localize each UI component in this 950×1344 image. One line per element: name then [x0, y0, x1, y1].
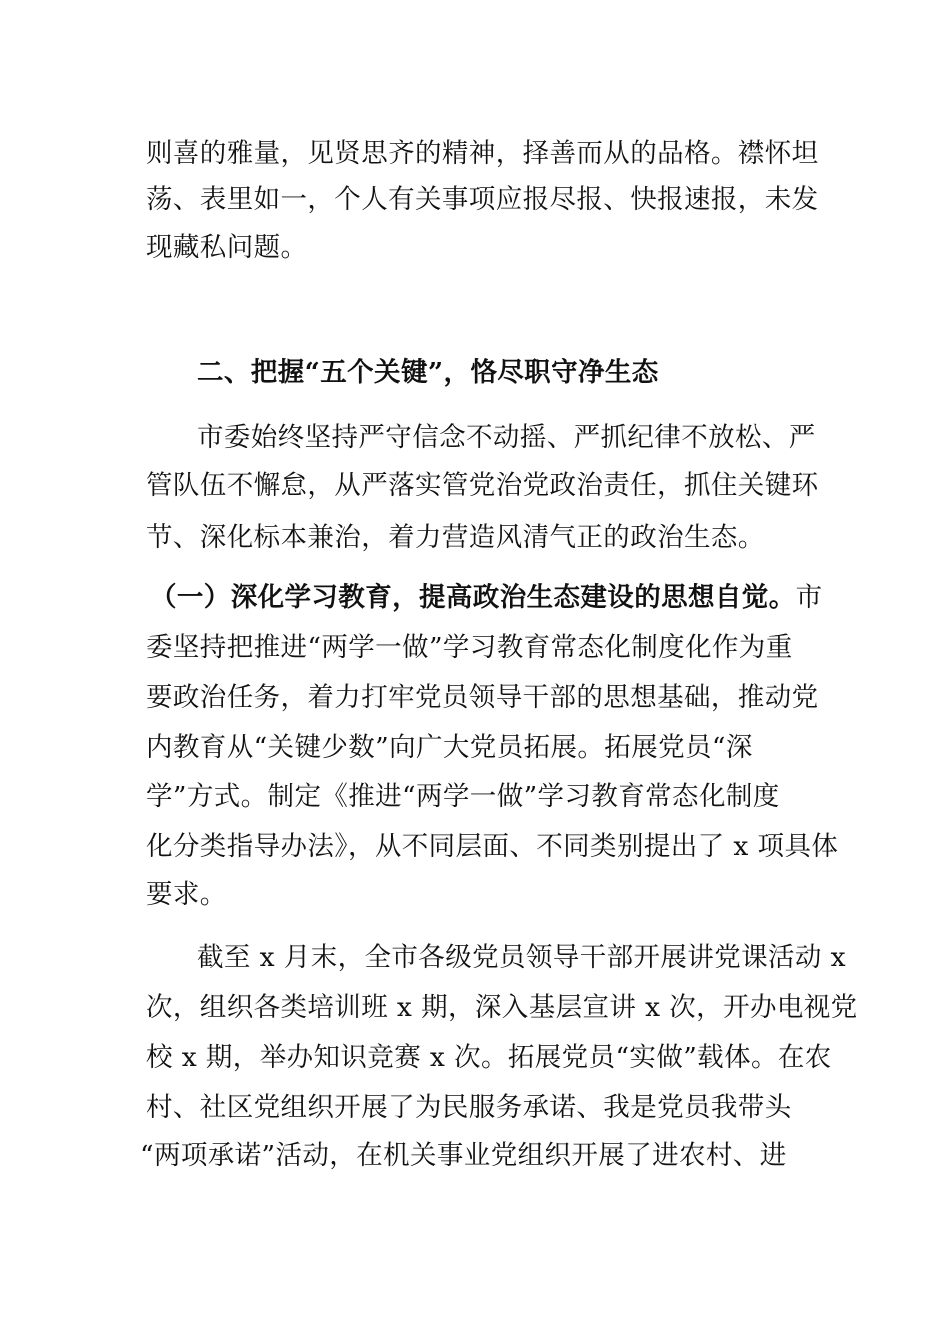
paragraph-line: 要求。 — [146, 879, 227, 910]
section-heading: 二、把握“五个关键”，恪尽职守净生态 — [197, 357, 659, 388]
paragraph-line: 化分类指导办法》，从不同层面、不同类别提出了 x 项具体 — [146, 831, 839, 862]
paragraph-line: 截至 x 月末，全市各级党员领导干部开展讲党课活动 x — [197, 942, 846, 973]
paragraph-line: 管队伍不懈怠，从严落实管党治党政治责任，抓住关键环 — [146, 470, 819, 501]
paragraph-line: 荡、表里如一，个人有关事项应报尽报、快报速报，未发 — [146, 184, 819, 215]
paragraph-line: 现藏私问题。 — [146, 232, 308, 263]
subsection-heading: （一）深化学习教育，提高政治生态建设的思想自觉。 — [150, 582, 796, 613]
paragraph-line: 次，组织各类培训班 x 期，深入基层宣讲 x 次，开办电视党 — [146, 992, 858, 1023]
subsection-heading-line — [150, 578, 823, 618]
paragraph-line: 内教育从“关键少数”向广大党员拓展。拓展党员“深 — [146, 732, 753, 763]
paragraph-line: 学”方式。制定《推进“两学一做”学习教育常态化制度 — [146, 781, 780, 812]
paragraph-line: 委坚持把推进“两学一做”学习教育常态化制度化作为重 — [146, 632, 793, 663]
paragraph-line: 村、社区党组织开展了为民服务承诺、我是党员我带头 — [146, 1092, 792, 1123]
paragraph-line: “两项承诺”活动，在机关事业党组织开展了进农村、进 — [140, 1140, 787, 1171]
paragraph-line: 节、深化标本兼治，着力营造风清气正的政治生态。 — [146, 522, 765, 553]
paragraph-fragment: 市 — [795, 582, 823, 613]
paragraph-line: 则喜的雅量，见贤思齐的精神，择善而从的品格。襟怀坦 — [146, 138, 819, 169]
paragraph-line: 市委始终坚持严守信念不动摇、严抓纪律不放松、严 — [197, 422, 816, 453]
paragraph-line: 校 x 期，举办知识竞赛 x 次。拓展党员“实做”载体。在农 — [146, 1042, 832, 1073]
paragraph-line: 要政治任务，着力打牢党员领导干部的思想基础，推动党 — [146, 682, 819, 713]
